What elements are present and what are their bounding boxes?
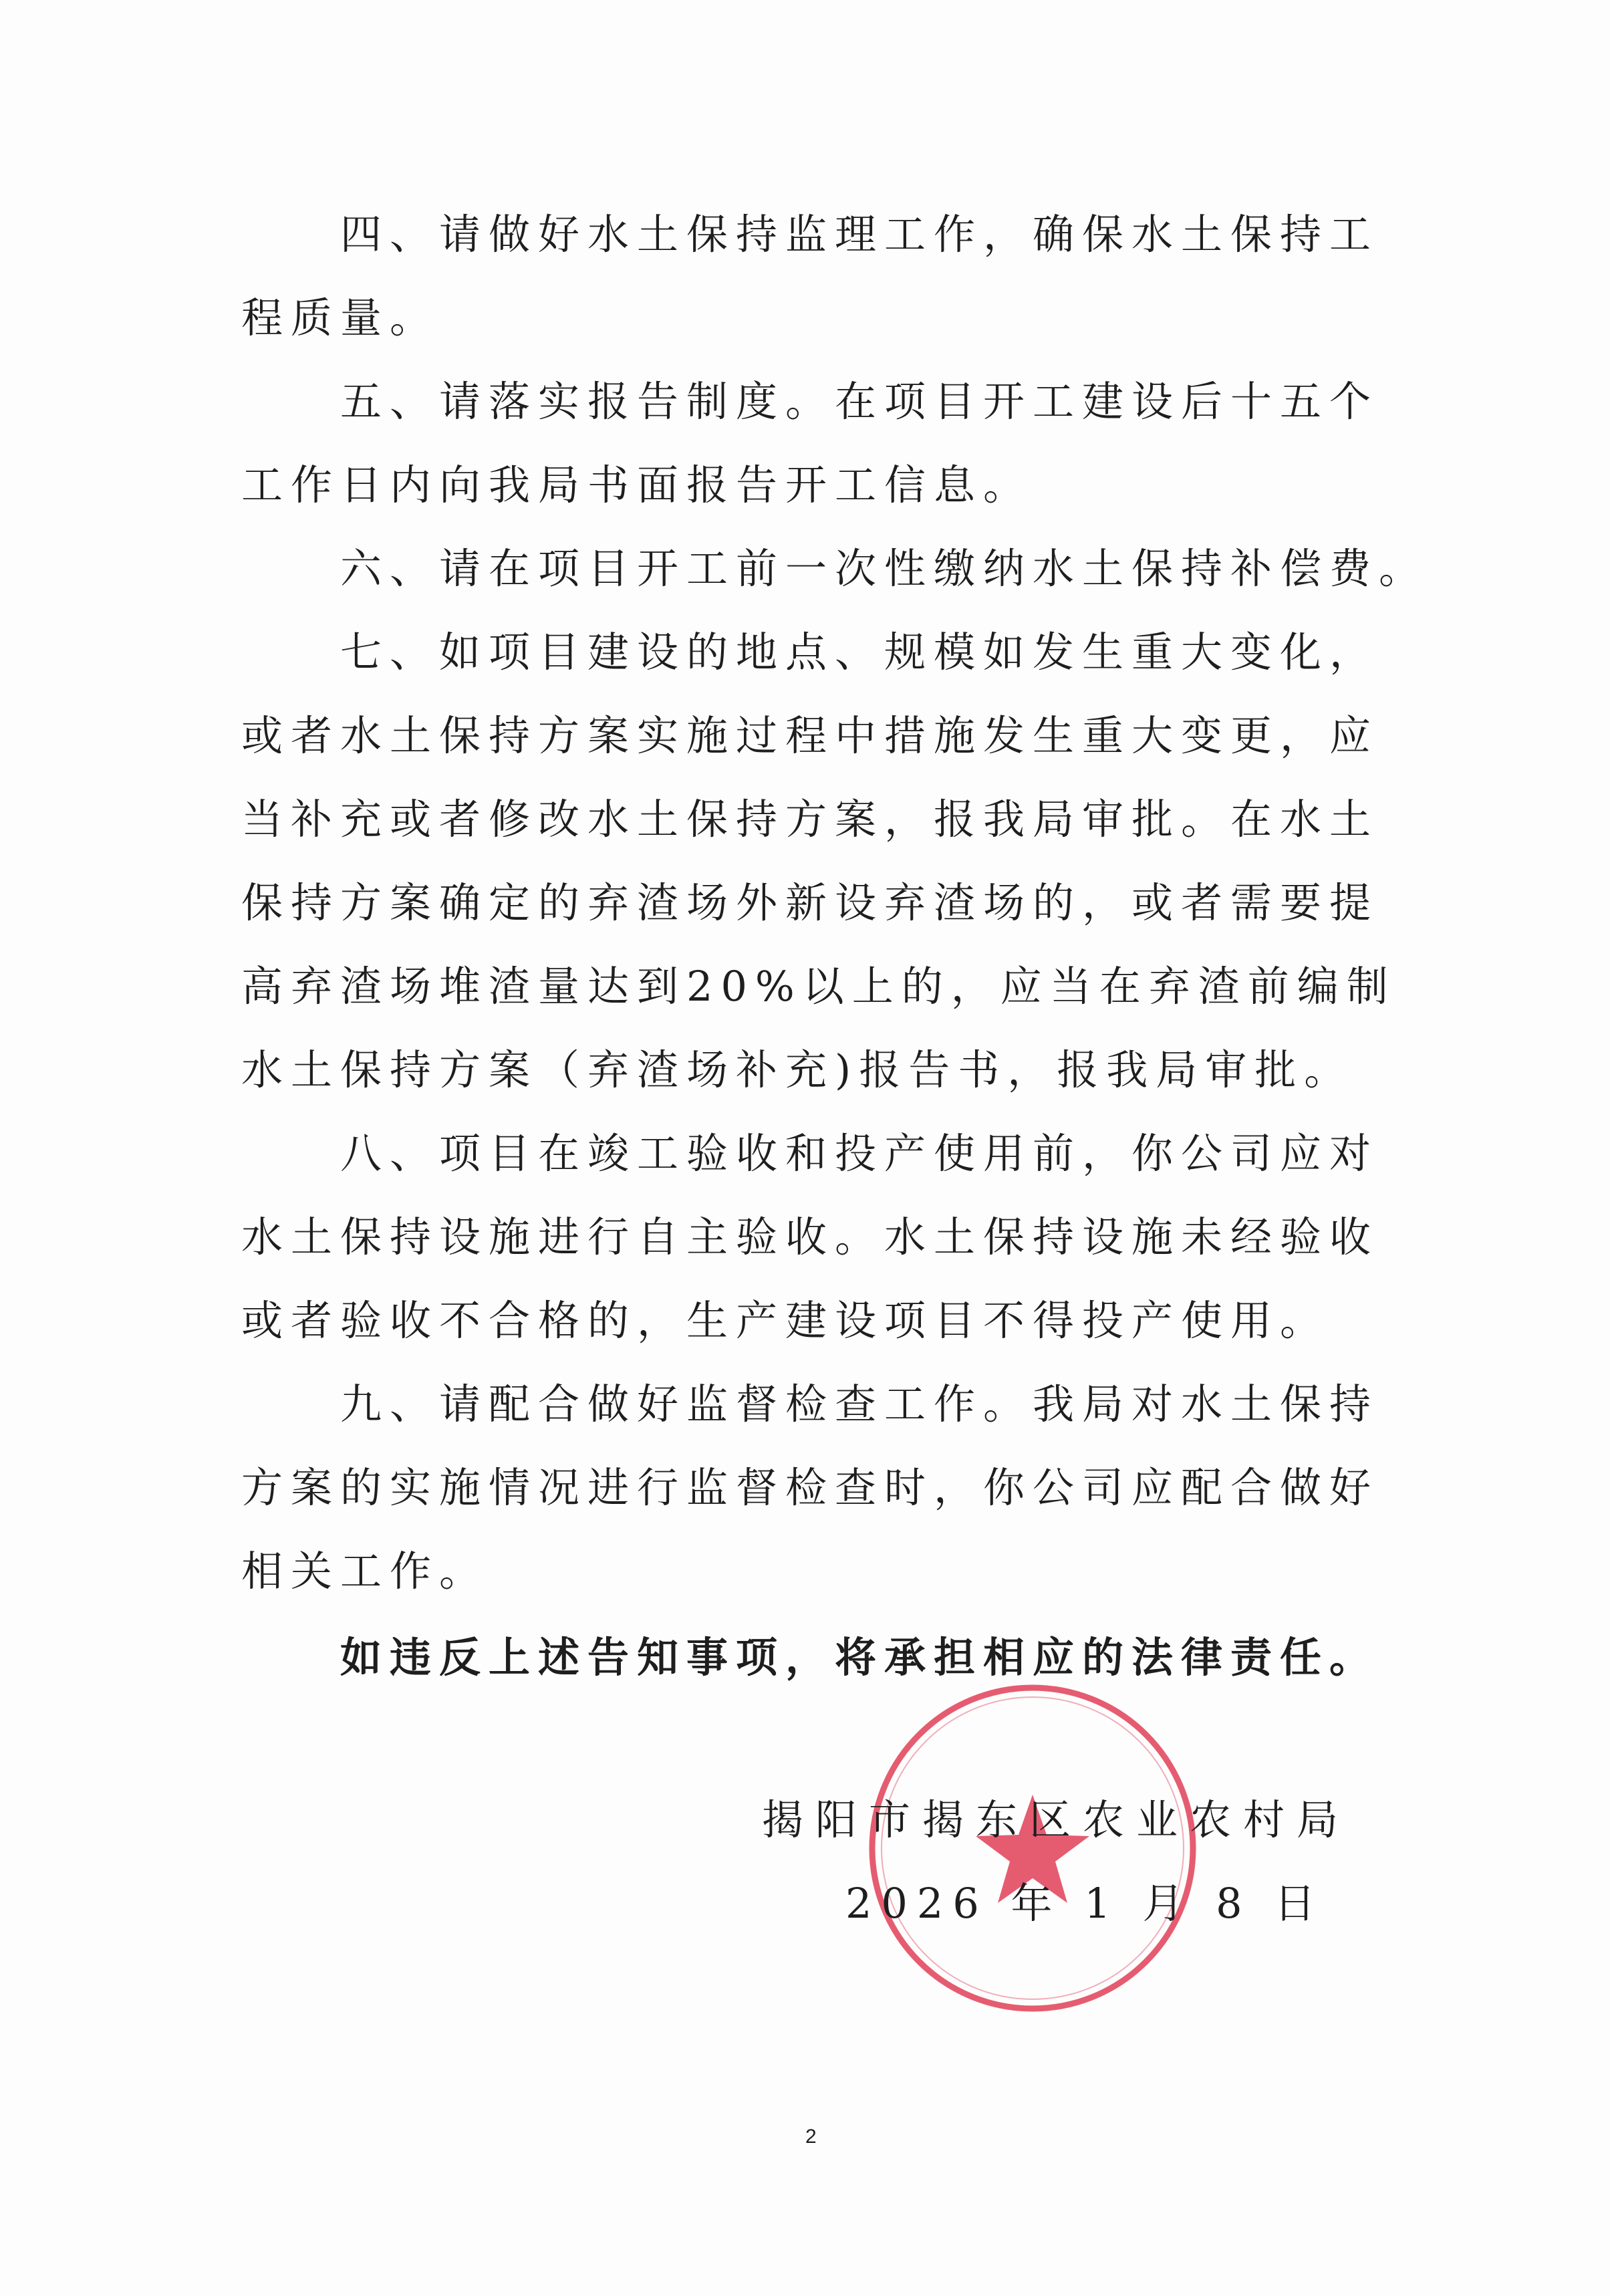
paragraph-line: 六、请在项目开工前一次性缴纳水土保持补偿费。 <box>340 544 1429 593</box>
paragraph-line: 五、请落实报告制度。在项目开工建设后十五个 <box>340 377 1379 426</box>
paragraph-line: 七、如项目建设的地点、规模如发生重大变化， <box>340 628 1379 676</box>
paragraph-line: 保持方案确定的弃渣场外新设弃渣场的，或者需要提 <box>241 878 1379 927</box>
paragraph-line: 程质量。 <box>241 293 440 342</box>
page-number: 2 <box>805 2126 817 2148</box>
paragraph-line: 或者验收不合格的，生产建设项目不得投产使用。 <box>241 1296 1330 1345</box>
paragraph-line: 八、项目在竣工验收和投产使用前，你公司应对 <box>340 1129 1379 1178</box>
paragraph-line: 当补充或者修改水土保持方案，报我局审批。在水土 <box>241 795 1379 844</box>
paragraph-line: 水土保持设施进行自主验收。水土保持设施未经验收 <box>241 1213 1379 1261</box>
issue-date: 2026 年 1 月 8 日 <box>845 1879 1325 1928</box>
warning-statement: 如违反上述告知事项，将承担相应的法律责任。 <box>340 1633 1379 1682</box>
paragraph-line: 四、请做好水土保持监理工作，确保水土保持工 <box>340 210 1379 259</box>
paragraph-line: 九、请配合做好监督检查工作。我局对水土保持 <box>340 1380 1379 1428</box>
paragraph-line: 工作日内向我局书面报告开工信息。 <box>241 461 1033 509</box>
paragraph-line: 水土保持方案（弃渣场补充)报告书，报我局审批。 <box>241 1045 1354 1094</box>
paragraph-line: 相关工作。 <box>241 1547 489 1596</box>
paragraph-line: 方案的实施情况进行监督检查时，你公司应配合做好 <box>241 1463 1379 1512</box>
issuer-signature: 揭阳市揭东区农业农村局 <box>762 1795 1351 1844</box>
paragraph-line: 高弃渣场堆渣量达到20%以上的，应当在弃渣前编制 <box>241 962 1396 1011</box>
paragraph-line: 或者水土保持方案实施过程中措施发生重大变更，应 <box>241 711 1379 760</box>
